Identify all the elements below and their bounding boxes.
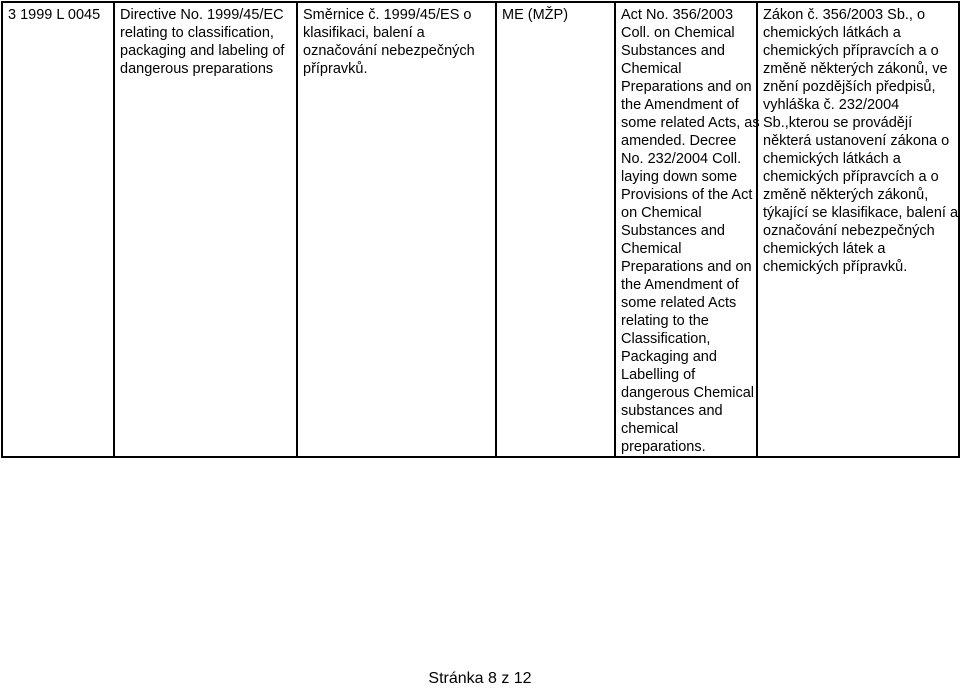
cell-text-line: chemických látkách a [763, 151, 901, 167]
cell-text-line: Preparations and on [621, 79, 752, 95]
cell-text-line: substances and [621, 403, 723, 419]
cell-text-line: chemických látkách a [763, 25, 901, 41]
cell-text-line: packaging and labeling of [120, 43, 285, 59]
cell-text-line: Act No. 356/2003 [621, 7, 734, 23]
cell-text-line: dangerous preparations [120, 61, 274, 77]
cell-text-line: Provisions of the Act [621, 187, 753, 203]
cell-act-en [615, 2, 760, 457]
cell-act-cz [757, 2, 959, 457]
cell-text-line: Labelling of [621, 367, 696, 383]
cell-text-line: klasifikaci, balení a [303, 25, 425, 41]
cell-text-line: the Amendment of [621, 277, 739, 293]
cell-celex-number [2, 2, 114, 457]
cell-text-line: některá ustanovení zákona o [763, 133, 950, 149]
cell-text-line: znění pozdějších předpisů, [763, 79, 936, 95]
cell-text-line: laying down some [621, 169, 738, 185]
cell-text-line: 3 1999 L 0045 [8, 7, 101, 23]
cell-text-line: Chemical [621, 241, 682, 257]
cell-text-line: chemických přípravcích a o [763, 169, 939, 185]
cell-text-line: dangerous Chemical [621, 385, 754, 401]
cell-text-line: preparations. [621, 439, 706, 455]
cell-directive-cz [297, 2, 496, 457]
cell-text-line: Packaging and [621, 349, 717, 365]
cell-text-line: chemických přípravků. [763, 259, 908, 275]
cell-text-line: Zákon č. 356/2003 Sb., o [763, 7, 926, 23]
cell-text-line: Directive No. 1999/45/EC [120, 7, 284, 23]
cell-text-line: Classification, [621, 331, 711, 347]
cell-text-line: relating to classification, [120, 25, 274, 41]
cell-text-line: the Amendment of [621, 97, 739, 113]
page-number-footer: Stránka 8 z 12 [428, 670, 532, 687]
cell-text-line: on Chemical [621, 205, 702, 221]
cell-directive-en [114, 2, 297, 457]
cell-text-line: Substances and [621, 223, 725, 239]
cell-text-line: chemických přípravcích a o [763, 43, 939, 59]
cell-text-line: Sb.,kterou se provádějí [763, 115, 913, 131]
cell-text-line: označování nebezpečných [763, 223, 935, 239]
cell-text-line: přípravků. [303, 61, 368, 77]
cell-text-line: Chemical [621, 61, 682, 77]
cell-text-line: označování nebezpečných [303, 43, 475, 59]
cell-text-line: Substances and [621, 43, 725, 59]
cell-text-line: Směrnice č. 1999/45/ES o [303, 7, 472, 23]
table-row [2, 2, 959, 457]
cell-text-line: amended. Decree [621, 133, 737, 149]
cell-text-line: some related Acts, as [621, 115, 760, 131]
cell-text-line: ME (MŽP) [502, 7, 569, 23]
cell-text-line: vyhláška č. 232/2004 [763, 97, 900, 113]
cell-text-line: Preparations and on [621, 259, 752, 275]
cell-text-line: změně některých zákonů, [763, 187, 929, 203]
legislation-table [1, 1, 960, 458]
cell-text-line: No. 232/2004 Coll. [621, 151, 742, 167]
cell-text-line: týkající se klasifikace, balení a [763, 205, 959, 221]
cell-text-line: some related Acts [621, 295, 737, 311]
cell-text-line: chemical [621, 421, 679, 437]
cell-text-line: Coll. on Chemical [621, 25, 735, 41]
cell-text-line: relating to the [621, 313, 709, 329]
cell-text-line: změně některých zákonů, ve [763, 61, 948, 77]
cell-ministry [496, 2, 615, 457]
cell-text-line: chemických látek a [763, 241, 886, 257]
